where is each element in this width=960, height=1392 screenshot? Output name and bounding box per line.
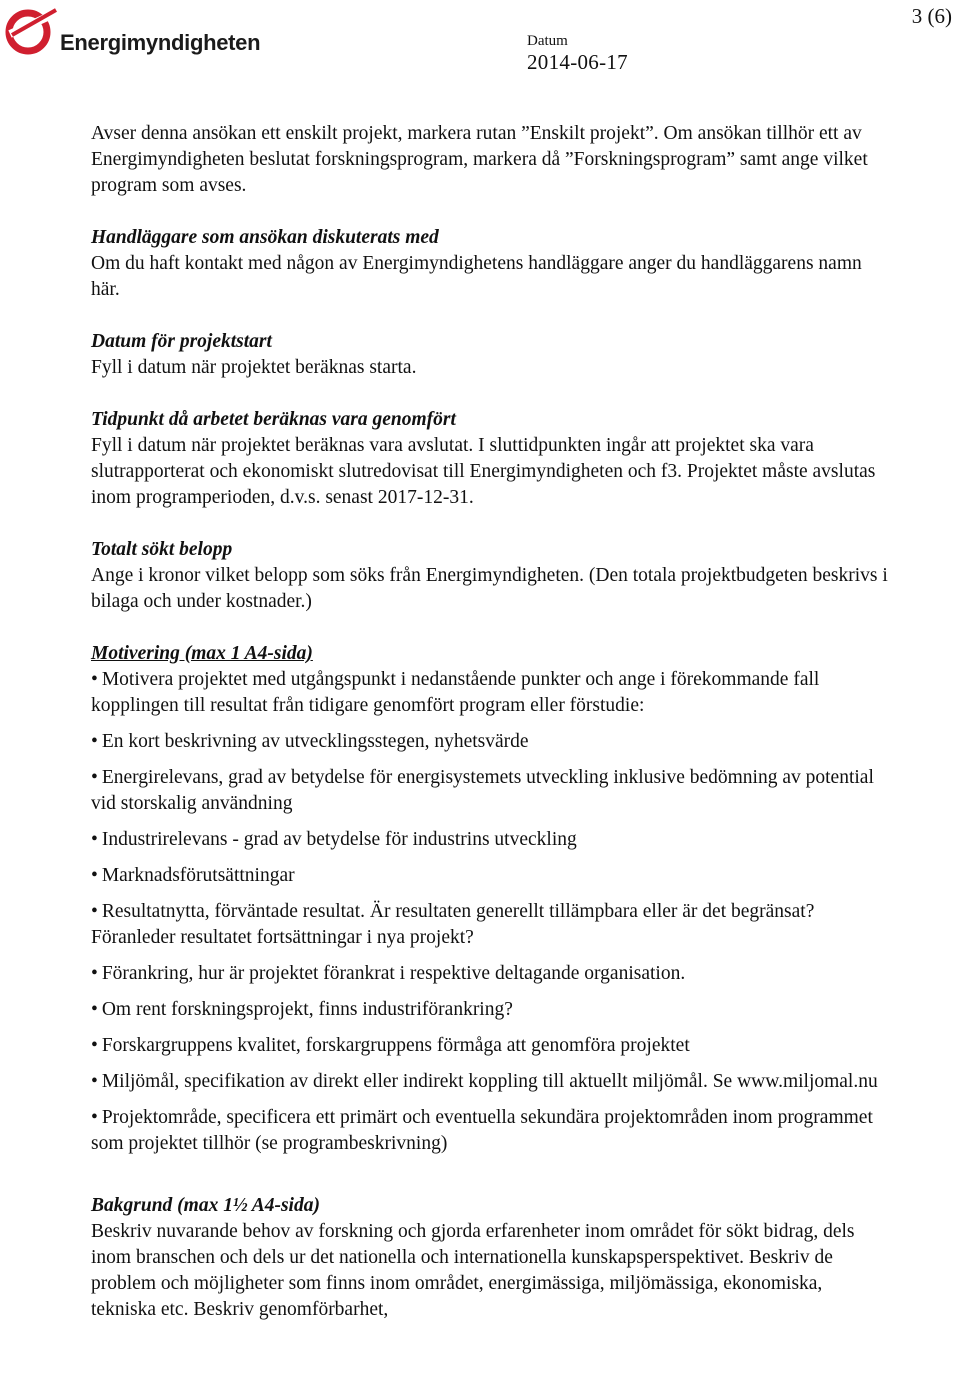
- section-projektstart: [91, 329, 891, 381]
- bullet-item: • Energirelevans, grad av betydelse för energisystemets utveckling inklusive bedömning av potential vid storskalig användning: [91, 767, 874, 814]
- bullet-dot: •: [91, 963, 98, 984]
- section-heading: Tidpunkt då arbetet beräknas vara genomfört: [91, 409, 456, 430]
- bullet-item: • Förankring, hur är projektet förankrat i respektive deltagande organisation.: [91, 963, 686, 984]
- bullet-dot: •: [91, 731, 98, 752]
- date-value: 2014-06-17: [527, 50, 628, 74]
- energimyndigheten-logo: [4, 4, 261, 60]
- bullet-dot: •: [91, 669, 98, 690]
- section-heading: Handläggare som ansökan diskuterats med: [91, 227, 439, 248]
- bullet-item: • Marknadsförutsättningar: [91, 865, 295, 886]
- intro-paragraph: Avser denna ansökan ett enskilt projekt, markera rutan ”Enskilt projekt”. Om ansökan tillhör ett av Energimyndigheten beslutat forskningsprogram, markera då ”Forskningsprogram” samt ange vilket program som avses.: [91, 123, 868, 196]
- bullet-item: • Resultatnytta, förväntade resultat. Är resultaten generellt tillämpbara eller är det begränsat? Föranleder resultatet fortsättningar i nya projekt?: [91, 901, 815, 948]
- section-belopp: [91, 537, 891, 615]
- bullet-dot: •: [91, 1035, 98, 1056]
- bullet-item: • Om rent forskningsprojekt, finns industriförankring?: [91, 999, 513, 1020]
- bullet-dot: •: [91, 829, 98, 850]
- bullet-dot: •: [91, 999, 98, 1020]
- bullet-item: • En kort beskrivning av utvecklingsstegen, nyhetsvärde: [91, 731, 529, 752]
- section-heading: Datum för projektstart: [91, 331, 272, 352]
- date-block: [527, 33, 628, 75]
- bullet-dot: •: [91, 865, 98, 886]
- section-bakgrund: [91, 1193, 891, 1323]
- bullet-item: • Projektområde, specificera ett primärt och eventuella sekundära projektområden inom programmet som projektet tillhör (se programbeskrivning): [91, 1107, 873, 1154]
- bullet-item: • Miljömål, specifikation av direkt eller indirekt koppling till aktuellt miljömål. Se www.miljomal.nu: [91, 1071, 878, 1092]
- bullet-dot: •: [91, 1071, 98, 1092]
- bullet-dot: •: [91, 901, 98, 922]
- page-number: 3 (6): [911, 4, 952, 28]
- bullet-item: • Motivera projektet med utgångspunkt i nedanstående punkter och ange i förekommande fall kopplingen till resultat från tidigare genomfört program eller förstudie:: [91, 669, 820, 716]
- logo-text: Energimyndigheten: [60, 30, 261, 55]
- section-motivering: [91, 641, 891, 1157]
- section-body: Fyll i datum när projektet beräknas vara avslutat. I sluttidpunkten ingår att projektet ska vara slutrapporterat och ekonomiskt slutredovisat till Energimyndigheten och f3. Projektet måste avslutas inom programperioden, d.v.s. senast 2017-12-31.: [91, 435, 876, 508]
- bullet-item: • Forskargruppens kvalitet, forskargruppens förmåga att genomföra projektet: [91, 1035, 690, 1056]
- logo-swoosh-icon: [4, 4, 60, 56]
- section-body: Fyll i datum när projektet beräknas starta.: [91, 357, 417, 378]
- section-heading: Totalt sökt belopp: [91, 539, 233, 560]
- motivering-heading: Motivering (max 1 A4-sida): [91, 643, 313, 664]
- date-label: Datum: [527, 33, 568, 49]
- bullet-item: • Industrirelevans - grad av betydelse för industrins utveckling: [91, 829, 577, 850]
- bullet-dot: •: [91, 1107, 98, 1128]
- document-body: [91, 121, 891, 1323]
- section-body: Om du haft kontakt med någon av Energimyndighetens handläggare anger du handläggarens namn här.: [91, 253, 862, 300]
- bullet-dot: •: [91, 767, 98, 788]
- section-handlaggare: [91, 225, 891, 303]
- section-body: Ange i kronor vilket belopp som söks från Energimyndigheten. (Den totala projektbudgeten beskrivs i bilaga och under kostnader.): [91, 565, 888, 612]
- bakgrund-body: Beskriv nuvarande behov av forskning och gjorda erfarenheter inom området för sökt bidrag, dels inom branschen och dels ur det nationella och internationella kunskapsperspektivet. Beskriv de problem och möjligheter som finns inom området, energimässiga, miljömässiga, ekonomiska, tekniska etc. Beskriv genomförbarhet,: [91, 1221, 855, 1320]
- section-tidpunkt: [91, 407, 891, 511]
- bakgrund-heading: Bakgrund (max 1½ A4-sida): [91, 1195, 320, 1216]
